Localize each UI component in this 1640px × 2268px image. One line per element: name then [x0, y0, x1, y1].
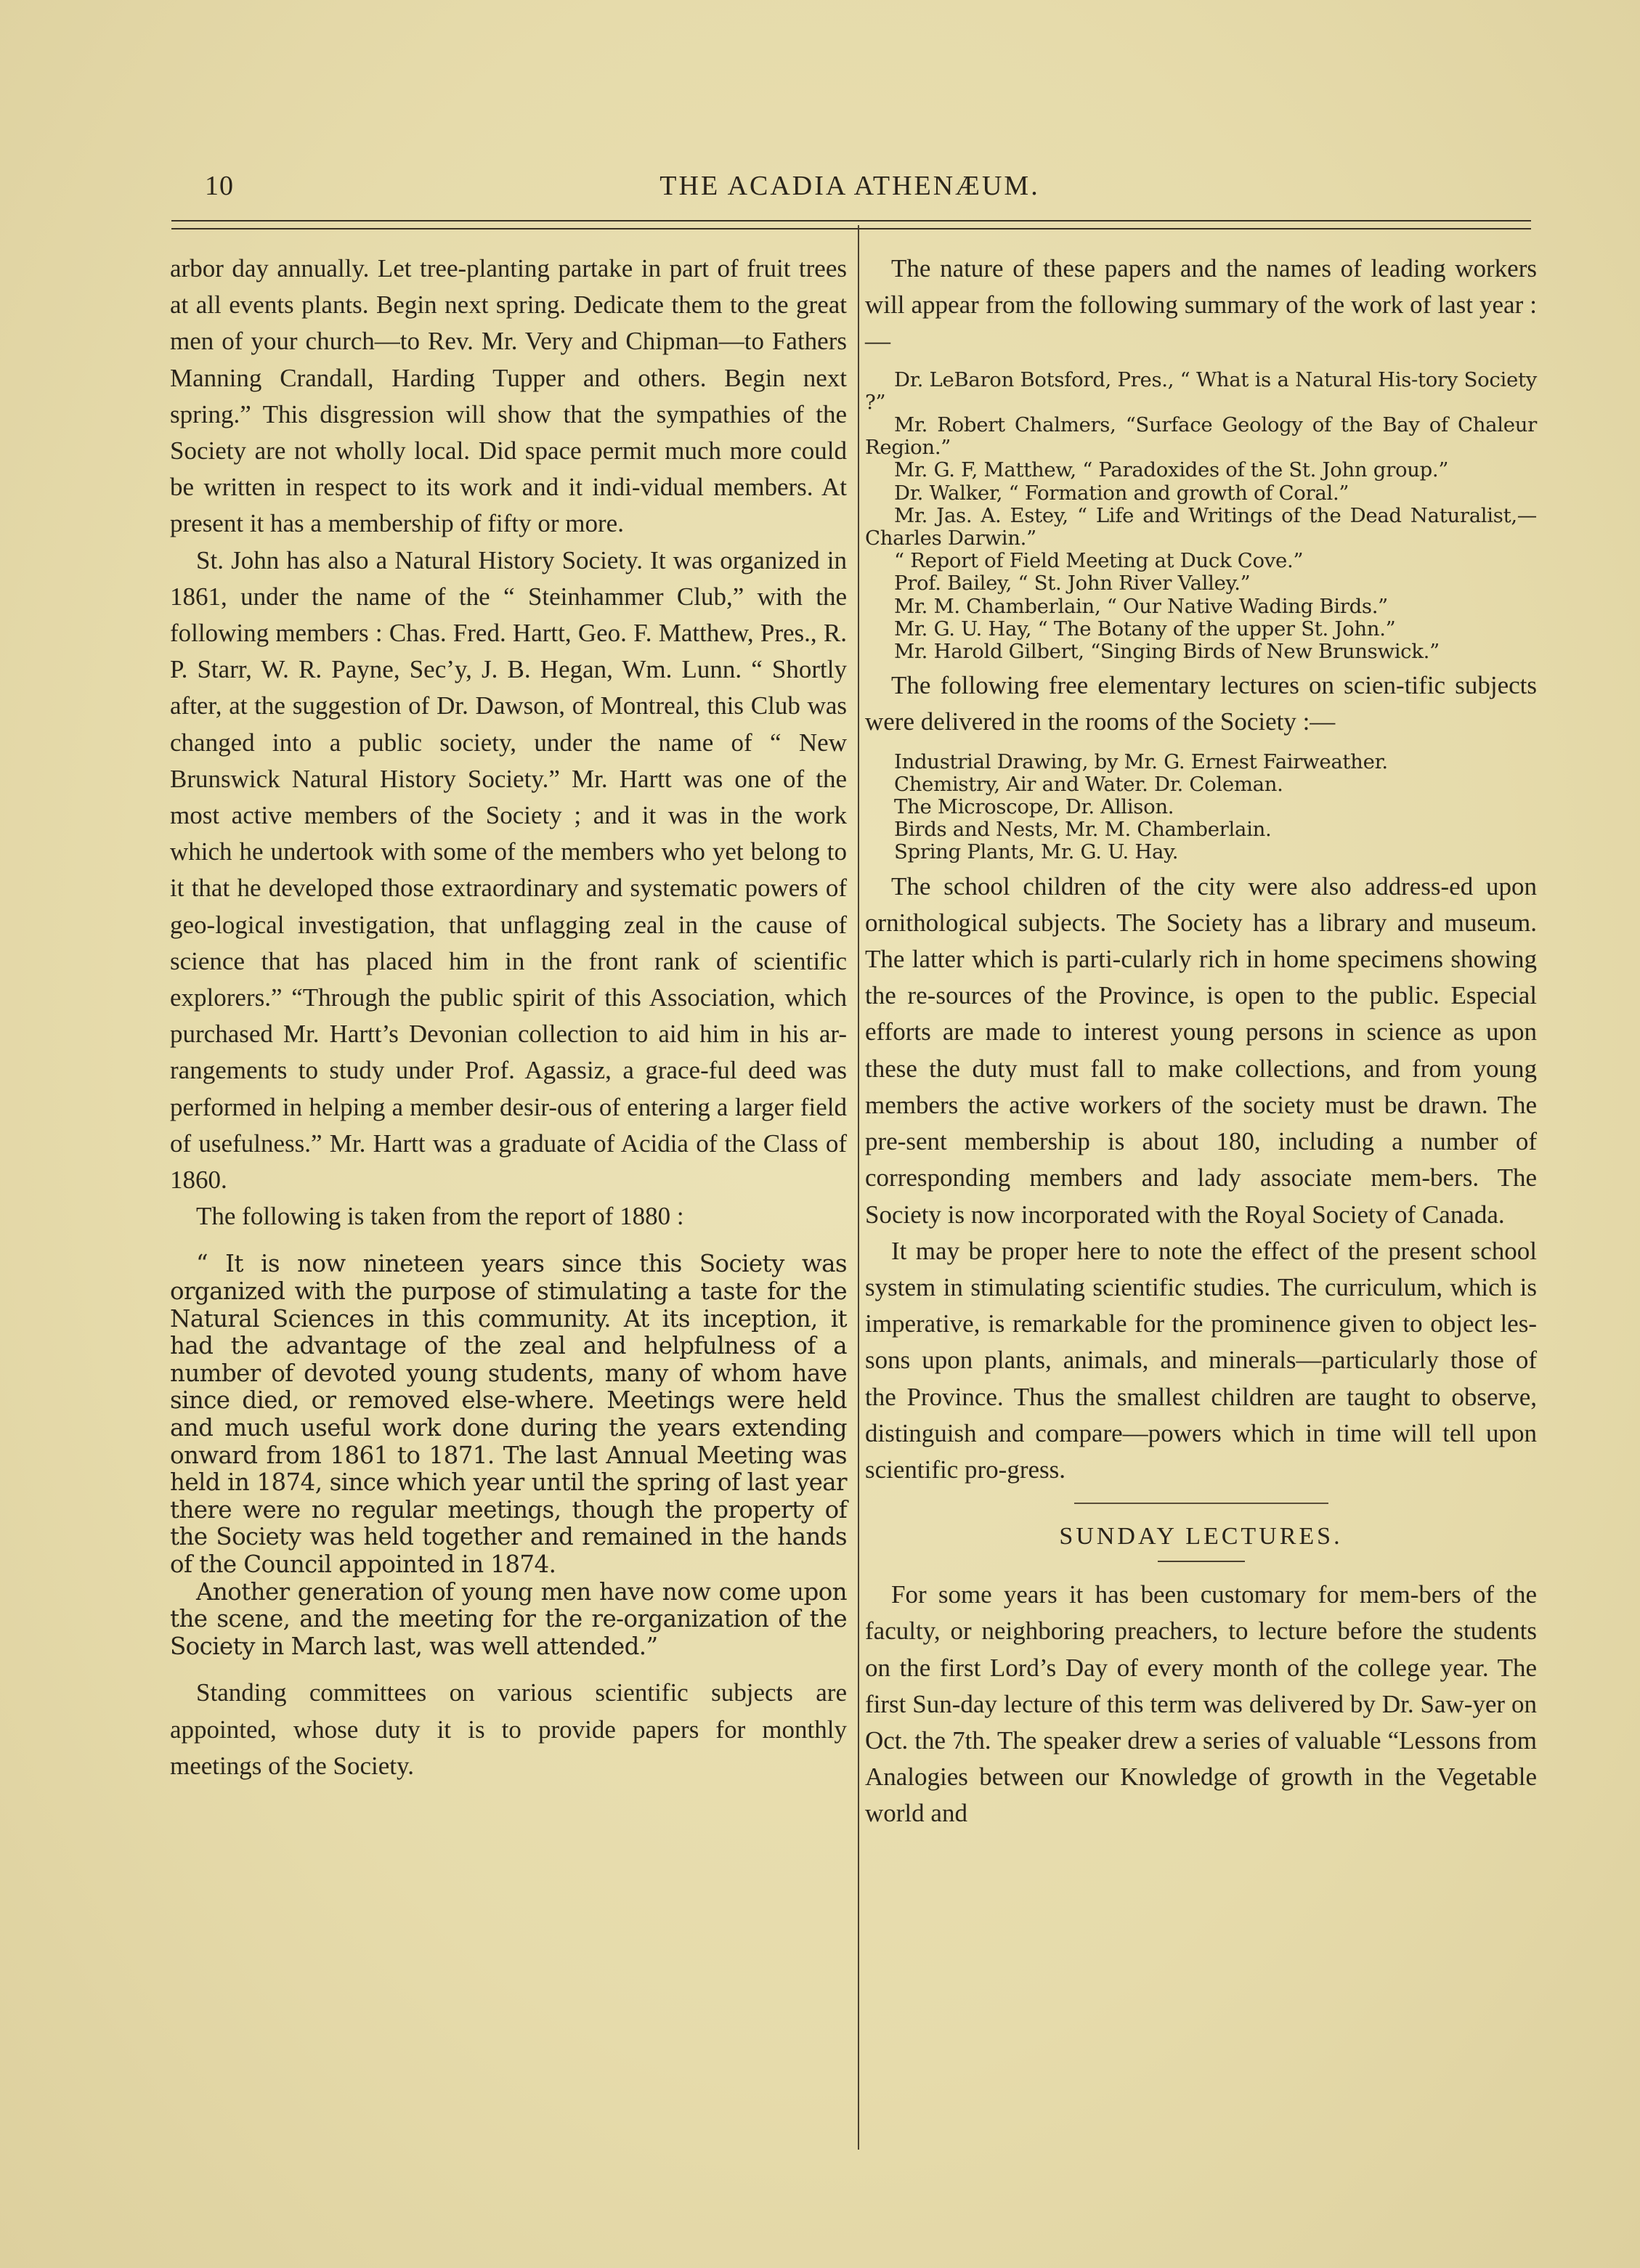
summary-list — [865, 369, 1537, 664]
paragraph: The following is taken from the report of 1880 : — [196, 1202, 684, 1231]
header-rule — [171, 220, 1531, 229]
page-header — [167, 164, 1533, 208]
paragraph: The school children of the city were also address-ed upon ornithological subjects. The Society has a library and museum. The latter which is parti-cularly rich in home specimens showing the re-sources of the Province, is open to the public. Especial efforts are made to interest young persons in science as upon these the duty must fall to make collections, and from young members the active workers of the society must be drawn. The pre-sent membership is about 180, including a number of corresponding members and lady associate mem-bers. The Society is now incorporated with the Royal Society of Canada. — [865, 871, 1537, 1229]
quotation: Another generation of young men have now come upon the scene, and the meeting for the re-organization of the Society in March last, was well attended.” — [170, 1577, 847, 1660]
list-item: Mr. Jas. A. Estey, “ Life and Writings of the Dead Naturalist,—Charles Darwin.” — [865, 503, 1537, 550]
paragraph: St. John has also a Natural History Society. It was organized in 1861, under the name of the “ Steinhammer Club,” with the following members : Chas. Fred. Hartt, Geo. F. Matthew, Pres., R. P. Starr, W. R. Payne, Sec’y, J. B. Hegan, Wm. Lunn. “ Shortly after, at the suggestion of Dr. Dawson, of Montreal, this Club was changed into a public society, under the name of “ New Brunswick Natural History Society.” Mr. Hartt was one of the most active members of the Society ; and it was in the work which he undertook with some of the members who yet belong to it that he developed those extraordinary and systematic powers of geo-logical investigation, that unflagging zeal in the cause of science that has placed him in the front rank of scientific explorers.” “Through the public spirit of this Association, which purchased Mr. Hartt’s Devonian collection to aid him in his ar-rangements to study under Prof. Agassiz, a grace-ful deed was performed in helping a member desir-ous of entering a larger field of usefulness.” Mr. Hartt was a graduate of Acidia of the Class of 1860. — [170, 545, 847, 1195]
paragraph: The nature of these papers and the names of leading workers will appear from the following summary of the work of last year :— — [865, 254, 1537, 356]
section-divider — [1074, 1503, 1328, 1504]
list-item: The Microscope, Dr. Allison. — [894, 795, 1174, 819]
list-item: Spring Plants, Mr. G. U. Hay. — [894, 840, 1179, 864]
list-item: Birds and Nests, Mr. M. Chamberlain. — [894, 818, 1272, 842]
section-heading: SUNDAY LECTURES. — [1059, 1523, 1343, 1550]
list-item: Dr. Walker, “ Formation and growth of Coral.” — [894, 481, 1349, 505]
list-item: Mr. Harold Gilbert, “Singing Birds of New Brunswick.” — [894, 640, 1440, 664]
list-item: Industrial Drawing, by Mr. G. Ernest Fairweather. — [894, 749, 1388, 773]
page-number: 10 — [205, 171, 234, 201]
list-item: Prof. Bailey, “ St. John River Valley.” — [894, 572, 1251, 596]
left-column — [170, 251, 847, 1784]
running-head: THE ACADIA ATHENÆUM. — [659, 171, 1040, 201]
list-item: Mr. G. U. Hay, “ The Botany of the upper St. John.” — [894, 617, 1396, 641]
list-item: Mr. Robert Chalmers, “Surface Geology of the Bay of Chaleur Region.” — [865, 413, 1537, 460]
list-item: “ Report of Field Meeting at Duck Cove.” — [894, 549, 1304, 573]
list-item: Mr. M. Chamberlain, “ Our Native Wading Birds.” — [894, 594, 1388, 618]
paragraph: The following free elementary lectures on scien-tific subjects were delivered in the rooms of the Society :— — [865, 671, 1537, 736]
list-item: Dr. LeBaron Botsford, Pres., “ What is a Natural His-tory Society ?” — [865, 367, 1537, 414]
paragraph: Standing committees on various scientific subjects are appointed, whose duty it is to provide papers for monthly meetings of the Society. — [170, 1678, 847, 1780]
quotation: “ It is now nineteen years since this Society was organized with the purpose of stimulating a taste for the Natural Sciences in this community. At its inception, it had the advantage of the zeal and helpfulness of a number of devoted young students, many of whom have since died, or removed else-where. Meetings were held and much useful work done during the years extending onward from 1861 to 1871. The last Annual Meeting was held in 1874, since which year until the spring of last year there were no regular meetings, though the property of the Society was held together and remained in the hands of the Council appointed in 1874. — [170, 1250, 847, 1579]
paragraph: It may be proper here to note the effect of the present school system in stimulating scientific studies. The curriculum, which is imperative, is remarkable for the prominence given to object les-sons upon plants, animals, and minerals—particularly those of the Province. Thus the smallest children are taught to observe, distinguish and compare—powers which in time will tell upon scientific pro-gress. — [865, 1236, 1537, 1484]
lectures-list — [865, 751, 1537, 864]
list-item: Mr. G. F, Matthew, “ Paradoxides of the St. John group.” — [894, 458, 1449, 482]
list-item: Chemistry, Air and Water. Dr. Coleman. — [894, 772, 1283, 796]
heading-underline — [1158, 1561, 1245, 1562]
right-column — [865, 251, 1537, 1832]
column-divider — [858, 225, 859, 2150]
paragraph: For some years it has been customary for mem-bers of the faculty, or neighboring preachers, to lecture before the students on the first Lord’s Day of every month of the college year. The first Sun-day lecture of this term was delivered by Dr. Saw-yer on Oct. the 7th. The speaker drew a series of valuable “Lessons from Analogies between our Knowledge of growth in the Vegetable world and — [865, 1580, 1537, 1828]
paragraph: arbor day annually. Let tree-planting partake in part of fruit trees at all events plants. Begin next spring. Dedicate them to the great men of your church—to Rev. Mr. Very and Chipman—to Fathers Manning Crandall, Harding Tupper and others. Begin next spring.” This disgression will show that the sympathies of the Society are not wholly local. Did space permit much more could be written in respect to its work and it indi-vidual members. At present it has a membership of fifty or more. — [170, 254, 847, 538]
